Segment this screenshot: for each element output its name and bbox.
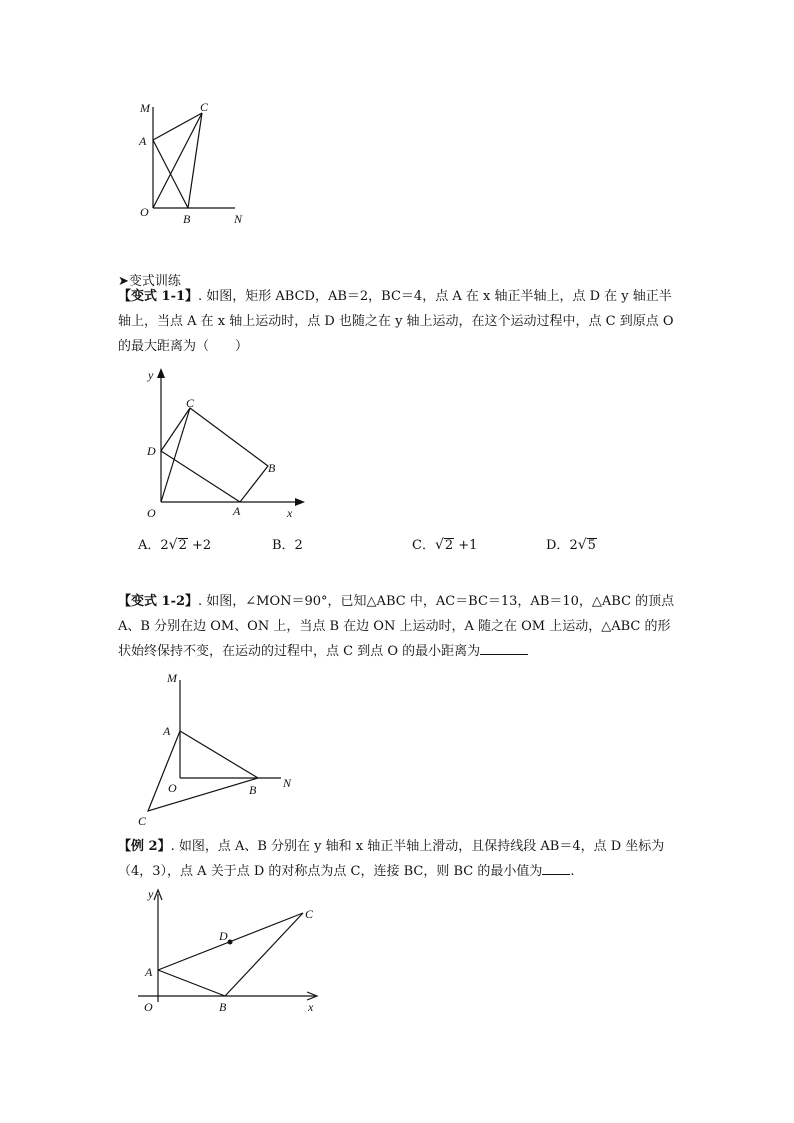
fig-ex2-label-B: B <box>219 1000 227 1014</box>
fig-ex2-label-O: O <box>144 1000 153 1014</box>
variant-1-2-text <box>118 589 678 664</box>
answer-choices <box>138 534 698 556</box>
fig-ex2-label-C: C <box>305 907 314 921</box>
choice-a-radicand: 2 <box>178 538 187 553</box>
fig-v12-label-A: A <box>163 724 171 738</box>
fig-v12-label-N: N <box>283 776 292 790</box>
fig1-label-A: A <box>139 134 147 148</box>
figure-1-svg <box>130 95 260 230</box>
choice-a-tail: +2 <box>187 538 212 553</box>
fig-v12-label-C: C <box>138 814 147 828</box>
figure-example-2-svg <box>135 880 325 1015</box>
answer-blank[interactable] <box>542 862 570 875</box>
fig-v11-label-O: O <box>147 506 156 520</box>
fig1-label-B: B <box>183 212 191 226</box>
choice-c-label: C． <box>412 538 435 553</box>
fig-v11-label-x: x <box>287 506 293 520</box>
choice-c-tail: +1 <box>454 538 478 553</box>
fig-v12-label-O: O <box>168 781 177 795</box>
example-2-tag: 【例 2】 <box>118 839 171 854</box>
arrow-icon: ➤ <box>118 274 129 289</box>
variant-1-1-tag: 【变式 1-1】 <box>118 289 199 304</box>
choice-d-radicand: 5 <box>587 538 596 553</box>
example-2-body: . 如图，点 A、B 分别在 y 轴和 x 轴正半轴上滑动，且保持线段 AB＝4，点 D 坐标为（4，3），点 A 关于点 D 的对称点为点 C，连接 BC，则 BC 的最小值为 <box>118 839 665 879</box>
fig-v11-label-B: B <box>268 461 276 475</box>
fig-v12-label-B: B <box>249 783 257 797</box>
fig-v11-label-y: y <box>148 368 154 382</box>
choice-b-text: B．2 <box>272 538 303 553</box>
radical-icon: √ <box>168 537 178 553</box>
fig1-label-C: C <box>200 100 209 114</box>
figure-variant-1-2-svg <box>133 668 303 828</box>
example-2-end: . <box>570 864 575 879</box>
variant-1-1-body: . 如图，矩形 ABCD，AB＝2，BC＝4，点 A 在 x 轴正半轴上，点 D 在 y 轴正半轴上，当点 A 在 x 轴上运动时，点 D 也随之在 y 轴上运动，在这个运动过程中，点 C 到原点 O 的最大距离为（ ） <box>118 289 674 354</box>
fig-v11-label-C: C <box>186 396 195 410</box>
fig-ex2-label-y: y <box>148 887 154 901</box>
fig1-label-M: M <box>140 101 150 115</box>
figure-variant-1-1 <box>140 365 315 525</box>
choice-c[interactable] <box>412 534 477 553</box>
choice-c-radicand: 2 <box>444 538 454 553</box>
radical-icon: √ <box>434 537 444 553</box>
figure-example-2 <box>135 880 325 1015</box>
fig-ex2-label-A: A <box>145 965 153 979</box>
fig-ex2-label-x: x <box>308 1000 314 1014</box>
choice-a-label: A． <box>138 538 161 553</box>
variant-1-2-tag: 【变式 1-2】 <box>118 594 199 609</box>
variant-1-2-body: . 如图，∠MON＝90°，已知△ABC 中，AC＝BC＝13，AB＝10，△ABC 的顶点 A、B 分别在边 OM、ON 上，当点 B 在边 ON 上运动时，A 随之在 OM 上运动，△ABC 的形状始终保持不变，在运动的过程中，点 C 到点 O 的最小距离为 <box>118 594 675 659</box>
figure-variant-1-2 <box>133 668 303 828</box>
fig-v11-label-D: D <box>147 444 156 458</box>
example-2-text <box>118 834 678 884</box>
figure-1 <box>130 95 260 230</box>
choice-d-coef: 2 <box>569 538 578 553</box>
choice-d-label: D． <box>546 538 570 553</box>
variant-1-1-text <box>118 284 678 359</box>
choice-a-coef: 2 <box>160 538 169 553</box>
figure-variant-1-1-svg <box>140 365 315 525</box>
fig1-label-N: N <box>234 212 243 226</box>
fig-v12-label-M: M <box>167 671 177 685</box>
choice-d[interactable] <box>546 534 597 553</box>
fig-v11-label-A: A <box>233 504 241 518</box>
point-D-dot <box>228 940 233 945</box>
radical-icon: √ <box>577 537 587 553</box>
choice-a[interactable] <box>138 534 211 553</box>
fig-ex2-label-D: D <box>219 929 228 943</box>
fig1-label-O: O <box>140 205 149 219</box>
answer-blank[interactable] <box>480 642 528 655</box>
section-heading-label: 变式训练 <box>128 274 181 289</box>
choice-b[interactable] <box>272 534 303 553</box>
